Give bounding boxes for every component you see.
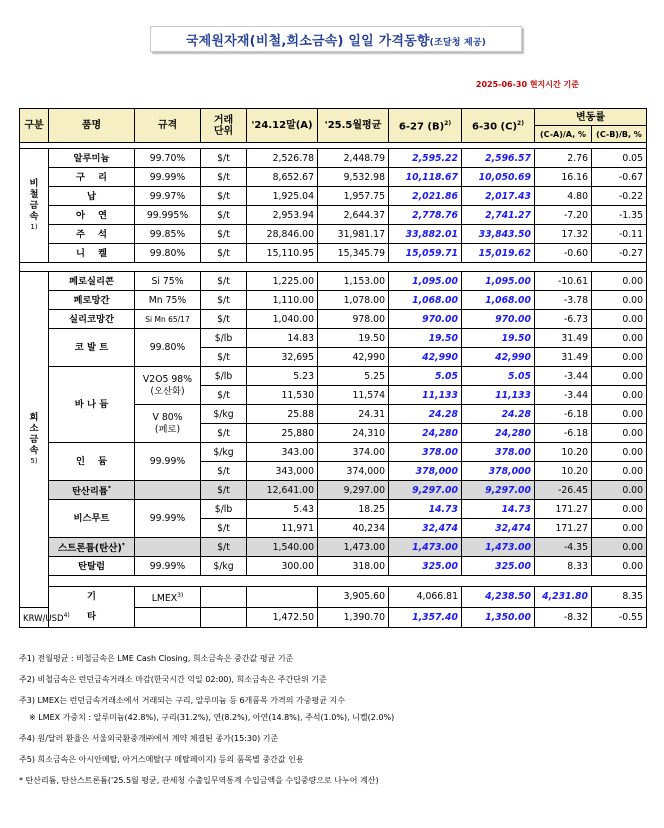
value-a: 3,905.60 bbox=[318, 587, 389, 608]
value-b: 4,238.50 bbox=[462, 587, 535, 608]
header-unit-line2: 단위 bbox=[213, 125, 234, 137]
group-char: 속 bbox=[29, 444, 39, 456]
value-a: 1,225.00 bbox=[247, 272, 318, 291]
value-b: 378,000 bbox=[389, 462, 462, 481]
value-c: 325.00 bbox=[462, 557, 535, 576]
table-row bbox=[20, 149, 647, 168]
spec: 99.99% bbox=[135, 500, 201, 538]
spec bbox=[135, 405, 201, 443]
title-text: 국제원자재(비철,희소금속) 일일 가격동향 bbox=[185, 33, 430, 49]
value-b: 24,280 bbox=[389, 424, 462, 443]
change-cb: -0.27 bbox=[592, 244, 647, 263]
value-mavg: 318.00 bbox=[318, 557, 389, 576]
value-mavg: 1,153.00 bbox=[318, 272, 389, 291]
product-name: 페로망간 bbox=[49, 291, 135, 310]
table-row bbox=[20, 587, 647, 608]
change-cb: 0.00 bbox=[592, 291, 647, 310]
value-mavg: 978.00 bbox=[318, 310, 389, 329]
product-name: 구 리 bbox=[49, 168, 135, 187]
value-mavg: 18.25 bbox=[318, 500, 389, 519]
unit: $/t bbox=[201, 168, 247, 187]
table-row bbox=[20, 225, 647, 244]
value-b: 9,297.00 bbox=[389, 481, 462, 500]
value-mavg: 24.31 bbox=[318, 405, 389, 424]
product-name bbox=[49, 481, 135, 500]
unit: $/t bbox=[201, 424, 247, 443]
product-label: 탄산리튬 bbox=[71, 486, 108, 498]
product-mark: * bbox=[121, 541, 125, 549]
value-c: 10,050.69 bbox=[462, 168, 535, 187]
change-cb: 0.00 bbox=[592, 348, 647, 367]
change-ca: -6.18 bbox=[535, 424, 592, 443]
value-c: 1,473.00 bbox=[462, 538, 535, 557]
spec bbox=[135, 481, 201, 500]
spec: 99.97% bbox=[135, 187, 201, 206]
change-ca: -7.20 bbox=[535, 206, 592, 225]
unit: $/t bbox=[201, 149, 247, 168]
value-a: 343,000 bbox=[247, 462, 318, 481]
unit: $/t bbox=[201, 386, 247, 405]
value-a: 25.88 bbox=[247, 405, 318, 424]
price-table bbox=[19, 108, 647, 628]
product-name: 납 bbox=[49, 187, 135, 206]
value-a: 1,472.50 bbox=[247, 607, 318, 628]
unit: $/t bbox=[201, 244, 247, 263]
change-ca: 2.76 bbox=[535, 149, 592, 168]
change-cb: 0.00 bbox=[592, 386, 647, 405]
value-mavg: 1,957.75 bbox=[318, 187, 389, 206]
change-cb: 0.00 bbox=[592, 462, 647, 481]
table-row bbox=[20, 500, 647, 519]
group-nonferrous bbox=[20, 149, 49, 263]
change-ca: 16.16 bbox=[535, 168, 592, 187]
value-mavg: 31,981.17 bbox=[318, 225, 389, 244]
page-title bbox=[186, 30, 486, 49]
group-char: 속 bbox=[29, 211, 39, 222]
footnote: 주1) 전월평균 : 비철금속은 LME Cash Closing, 희소금속은 중간값 평균 기준 bbox=[19, 654, 294, 663]
unit: $/lb bbox=[201, 500, 247, 519]
value-a: 11,971 bbox=[247, 519, 318, 538]
separator bbox=[20, 576, 647, 587]
product-name: 실리코망간 bbox=[49, 310, 135, 329]
change-cb: 0.00 bbox=[592, 481, 647, 500]
product-name bbox=[135, 587, 201, 608]
unit: $/t bbox=[201, 519, 247, 538]
header-product: 품명 bbox=[49, 109, 135, 143]
value-b: 1,357.40 bbox=[389, 607, 462, 628]
footnote: 주2) 비철금속은 런던금속거래소 마감(한국시간 익일 02:00), 희소금속은 주간단위 기준 bbox=[19, 675, 327, 684]
spec-line: (오산화) bbox=[150, 385, 185, 397]
change-ca: -3.78 bbox=[535, 291, 592, 310]
header-col-c-sup: 2) bbox=[517, 120, 524, 128]
change-cb: 0.00 bbox=[592, 367, 647, 386]
group-char: 소 bbox=[29, 422, 39, 434]
value-c: 1,095.00 bbox=[462, 272, 535, 291]
header-col-a: '24.12말(A) bbox=[247, 109, 318, 143]
product-name: 주 석 bbox=[49, 225, 135, 244]
value-a: 343.00 bbox=[247, 443, 318, 462]
value-mavg: 9,532.98 bbox=[318, 168, 389, 187]
change-cb: 0.00 bbox=[592, 500, 647, 519]
product-name: 니 켈 bbox=[49, 244, 135, 263]
value-c: 378.00 bbox=[462, 443, 535, 462]
table-row bbox=[20, 244, 647, 263]
unit: $/lb bbox=[201, 329, 247, 348]
group-char: 철 bbox=[29, 189, 39, 200]
value-mavg: 19.50 bbox=[318, 329, 389, 348]
value-c: 15,019.62 bbox=[462, 244, 535, 263]
change-cb: 0.00 bbox=[592, 443, 647, 462]
value-mavg: 11,574 bbox=[318, 386, 389, 405]
value-mavg: 42,990 bbox=[318, 348, 389, 367]
value-c: 4,231.80 bbox=[535, 587, 592, 608]
unit bbox=[201, 607, 247, 628]
change-ca: -3.44 bbox=[535, 367, 592, 386]
spec bbox=[135, 538, 201, 557]
table-row bbox=[20, 329, 647, 348]
value-b: 5.05 bbox=[389, 367, 462, 386]
table-row bbox=[20, 272, 647, 291]
header-col-c-text: 6-30 (C) bbox=[472, 121, 518, 133]
value-mavg: 9,297.00 bbox=[318, 481, 389, 500]
value-c: 1,068.00 bbox=[462, 291, 535, 310]
change-cb: 0.00 bbox=[592, 405, 647, 424]
value-b: 1,068.00 bbox=[389, 291, 462, 310]
product-name: 코 발 트 bbox=[49, 329, 135, 367]
change-ca: 17.32 bbox=[535, 225, 592, 244]
spec: 99.995% bbox=[135, 206, 201, 225]
footnotes bbox=[19, 653, 394, 796]
value-mavg: 2,644.37 bbox=[318, 206, 389, 225]
unit: $/t bbox=[201, 225, 247, 244]
product-name: 비스무트 bbox=[49, 500, 135, 538]
change-cb: 0.00 bbox=[592, 557, 647, 576]
unit: $/t bbox=[201, 206, 247, 225]
value-b: 325.00 bbox=[389, 557, 462, 576]
header-col-b bbox=[389, 109, 462, 143]
product-mark: * bbox=[107, 484, 112, 492]
unit: $/t bbox=[201, 462, 247, 481]
value-a: 15,110.95 bbox=[247, 244, 318, 263]
value-a: 1,110.00 bbox=[247, 291, 318, 310]
change-cb: -0.11 bbox=[592, 225, 647, 244]
unit: $/kg bbox=[201, 405, 247, 424]
spec bbox=[135, 607, 201, 628]
value-mavg: 40,234 bbox=[318, 519, 389, 538]
table-row bbox=[20, 557, 647, 576]
spec-line: V2O5 98% bbox=[142, 373, 193, 385]
change-ca: -6.18 bbox=[535, 405, 592, 424]
product-name bbox=[20, 607, 70, 628]
table-row bbox=[20, 367, 647, 386]
title-source: (조달청 제공) bbox=[429, 37, 487, 48]
value-a: 25,880 bbox=[247, 424, 318, 443]
group-char: 비 bbox=[29, 178, 39, 189]
change-ca: 171.27 bbox=[535, 519, 592, 538]
unit: $/t bbox=[201, 348, 247, 367]
product-name: 알루미늄 bbox=[49, 149, 135, 168]
value-a: 14.83 bbox=[247, 329, 318, 348]
product-name: 탄탈럼 bbox=[49, 557, 135, 576]
spec bbox=[135, 367, 201, 405]
change-ca: -0.60 bbox=[535, 244, 592, 263]
value-mavg: 1,390.70 bbox=[318, 607, 389, 628]
value-b: 2,778.76 bbox=[389, 206, 462, 225]
value-a: 300.00 bbox=[247, 557, 318, 576]
unit: $/lb bbox=[201, 367, 247, 386]
value-b: 970.00 bbox=[389, 310, 462, 329]
header-group: 구분 bbox=[20, 109, 49, 143]
table-row bbox=[20, 291, 647, 310]
spec: 99.85% bbox=[135, 225, 201, 244]
unit: $/kg bbox=[201, 443, 247, 462]
spec: 99.70% bbox=[135, 149, 201, 168]
unit: $/kg bbox=[201, 557, 247, 576]
header-spec: 규격 bbox=[135, 109, 201, 143]
product-label: KRW/USD bbox=[23, 613, 64, 624]
change-ca: -8.32 bbox=[535, 607, 592, 628]
title-box bbox=[150, 26, 522, 52]
value-c: 970.00 bbox=[462, 310, 535, 329]
value-c: 2,596.57 bbox=[462, 149, 535, 168]
date-line: 2025-06-30 현지시간 기준 bbox=[475, 80, 579, 89]
value-b: 1,473.00 bbox=[389, 538, 462, 557]
value-b: 14.73 bbox=[389, 500, 462, 519]
footnote: * 탄산리튬, 탄산스트론튬('25.5월 평균, 관세청 수출입무역통계 수입금액을 수입중량으로 나누어 계산) bbox=[19, 776, 379, 785]
change-ca: 4.80 bbox=[535, 187, 592, 206]
spec: Mn 75% bbox=[135, 291, 201, 310]
value-c: 2,017.43 bbox=[462, 187, 535, 206]
value-a: 8,652.67 bbox=[247, 168, 318, 187]
unit bbox=[247, 587, 318, 608]
header-change-cb: (C-B)/B, % bbox=[592, 126, 647, 143]
table-row bbox=[20, 538, 647, 557]
unit: $/t bbox=[201, 481, 247, 500]
value-b: 10,118.67 bbox=[389, 168, 462, 187]
product-name: 페로실리콘 bbox=[49, 272, 135, 291]
value-mavg: 1,473.00 bbox=[318, 538, 389, 557]
value-b: 2,595.22 bbox=[389, 149, 462, 168]
change-cb: 0.05 bbox=[592, 149, 647, 168]
change-cb: -0.22 bbox=[592, 187, 647, 206]
spec-line: (페로) bbox=[154, 423, 181, 435]
value-mavg: 24,310 bbox=[318, 424, 389, 443]
table-row bbox=[20, 481, 647, 500]
value-mavg: 2,448.79 bbox=[318, 149, 389, 168]
product-name bbox=[49, 538, 135, 557]
value-b: 15,059.71 bbox=[389, 244, 462, 263]
product-sup: 4) bbox=[63, 611, 70, 619]
change-ca: -10.61 bbox=[535, 272, 592, 291]
change-cb: -0.55 bbox=[592, 607, 647, 628]
header-col-b-sup: 2) bbox=[444, 120, 452, 128]
value-a: 28,846.00 bbox=[247, 225, 318, 244]
unit: $/t bbox=[201, 291, 247, 310]
separator bbox=[20, 263, 647, 272]
value-a: 32,695 bbox=[247, 348, 318, 367]
change-ca: -26.45 bbox=[535, 481, 592, 500]
group-rare bbox=[20, 272, 49, 608]
group-char: 금 bbox=[29, 200, 39, 211]
value-b: 42,990 bbox=[389, 348, 462, 367]
value-a: 5.43 bbox=[247, 500, 318, 519]
value-c: 14.73 bbox=[462, 500, 535, 519]
value-c: 42,990 bbox=[462, 348, 535, 367]
table-row bbox=[20, 206, 647, 225]
value-c: 24.28 bbox=[462, 405, 535, 424]
unit: $/t bbox=[201, 310, 247, 329]
change-cb: -1.35 bbox=[592, 206, 647, 225]
change-cb: 0.00 bbox=[592, 538, 647, 557]
value-a: 1,925.04 bbox=[247, 187, 318, 206]
spec-line: V 80% bbox=[152, 411, 183, 423]
change-ca: -6.73 bbox=[535, 310, 592, 329]
change-cb: 0.00 bbox=[592, 424, 647, 443]
change-cb: 0.00 bbox=[592, 272, 647, 291]
value-a: 11,530 bbox=[247, 386, 318, 405]
change-cb: -0.67 bbox=[592, 168, 647, 187]
product-name: 아 연 bbox=[49, 206, 135, 225]
value-c: 32,474 bbox=[462, 519, 535, 538]
value-b: 33,882.01 bbox=[389, 225, 462, 244]
value-b: 1,095.00 bbox=[389, 272, 462, 291]
value-mavg: 4,066.81 bbox=[389, 587, 462, 608]
product-name: 인 듐 bbox=[49, 443, 135, 481]
value-a: 2,526.78 bbox=[247, 149, 318, 168]
spec: 99.99% bbox=[135, 557, 201, 576]
change-cb: 0.00 bbox=[592, 329, 647, 348]
change-ca: -4.35 bbox=[535, 538, 592, 557]
unit: $/t bbox=[201, 187, 247, 206]
value-mavg: 15,345.79 bbox=[318, 244, 389, 263]
group-char: 기 bbox=[87, 591, 96, 602]
header-col-c bbox=[462, 109, 535, 143]
value-b: 32,474 bbox=[389, 519, 462, 538]
change-ca: 8.33 bbox=[535, 557, 592, 576]
value-c: 11,133 bbox=[462, 386, 535, 405]
product-name: 바 나 듐 bbox=[49, 367, 135, 443]
table-row bbox=[20, 310, 647, 329]
value-c: 19.50 bbox=[462, 329, 535, 348]
change-cb: 0.00 bbox=[592, 310, 647, 329]
change-ca: 31.49 bbox=[535, 329, 592, 348]
table-row bbox=[20, 187, 647, 206]
header-col-mavg: '25.5월평균 bbox=[318, 109, 389, 143]
change-ca: 171.27 bbox=[535, 500, 592, 519]
unit: $/t bbox=[201, 538, 247, 557]
spec: 99.80% bbox=[135, 244, 201, 263]
spec bbox=[201, 587, 247, 608]
header-change-ca: (C-A)/A, % bbox=[535, 126, 592, 143]
value-mavg: 374.00 bbox=[318, 443, 389, 462]
change-ca: -3.44 bbox=[535, 386, 592, 405]
value-b: 19.50 bbox=[389, 329, 462, 348]
group-note: 5) bbox=[30, 456, 38, 465]
value-a: 5.23 bbox=[247, 367, 318, 386]
table-row bbox=[20, 168, 647, 187]
value-a: 2,953.94 bbox=[247, 206, 318, 225]
spec: Si 75% bbox=[135, 272, 201, 291]
header-row bbox=[20, 109, 647, 126]
value-c: 9,297.00 bbox=[462, 481, 535, 500]
footnote: ※ LMEX 가중치 : 알루미늄(42.8%), 구리(31.2%), 연(8.2%), 아연(14.8%), 주석(1.0%), 니켈(2.0%) bbox=[29, 713, 395, 722]
header-unit bbox=[201, 109, 247, 143]
product-sup: 3) bbox=[177, 591, 184, 599]
header-col-b-text: 6-27 (B) bbox=[398, 121, 445, 133]
value-a: 12,641.00 bbox=[247, 481, 318, 500]
value-c: 378,000 bbox=[462, 462, 535, 481]
table-row bbox=[20, 443, 647, 462]
value-c: 33,843.50 bbox=[462, 225, 535, 244]
header-change: 변동률 bbox=[535, 109, 647, 126]
value-c: 1,350.00 bbox=[462, 607, 535, 628]
group-char: 금 bbox=[29, 433, 39, 445]
footnote: 주3) LMEX는 런던금속거래소에서 거래되는 구리, 알루미늄 등 6개품목 가격의 가중평균 지수 bbox=[19, 696, 345, 705]
footnote: 주4) 원/달러 환율은 서울외국환중개㈜에서 계약 체결된 종가(15:30) 기준 bbox=[19, 734, 279, 743]
group-note: 1) bbox=[30, 223, 38, 231]
value-b: 378.00 bbox=[389, 443, 462, 462]
unit: $/t bbox=[201, 272, 247, 291]
value-c: 2,741.27 bbox=[462, 206, 535, 225]
spec: Si Mn 65/17 bbox=[135, 310, 201, 329]
value-b: 11,133 bbox=[389, 386, 462, 405]
spec: 99.99% bbox=[135, 443, 201, 481]
group-char: 희 bbox=[29, 411, 39, 423]
value-a: 1,040.00 bbox=[247, 310, 318, 329]
value-c: 24,280 bbox=[462, 424, 535, 443]
footnote: 주5) 희소금속은 아시안메탈, 아거스메탈(구 메탈페이지) 등의 품목별 중간값 인용 bbox=[19, 755, 304, 764]
header-unit-line1: 거래 bbox=[213, 114, 234, 126]
change-ca: 10.20 bbox=[535, 462, 592, 481]
spec: 99.80% bbox=[135, 329, 201, 367]
product-label: 스트론튬(탄산) bbox=[58, 543, 122, 555]
value-mavg: 374,000 bbox=[318, 462, 389, 481]
change-ca: 10.20 bbox=[535, 443, 592, 462]
value-mavg: 1,078.00 bbox=[318, 291, 389, 310]
spec: 99.99% bbox=[135, 168, 201, 187]
value-b: 24.28 bbox=[389, 405, 462, 424]
change-ca: 8.35 bbox=[592, 587, 647, 608]
product-label: LMEX bbox=[151, 592, 178, 604]
change-ca: 31.49 bbox=[535, 348, 592, 367]
value-b: 2,021.86 bbox=[389, 187, 462, 206]
value-a: 1,540.00 bbox=[247, 538, 318, 557]
value-mavg: 5.25 bbox=[318, 367, 389, 386]
value-c: 5.05 bbox=[462, 367, 535, 386]
group-char: 타 bbox=[87, 611, 96, 622]
change-cb: 0.00 bbox=[592, 519, 647, 538]
